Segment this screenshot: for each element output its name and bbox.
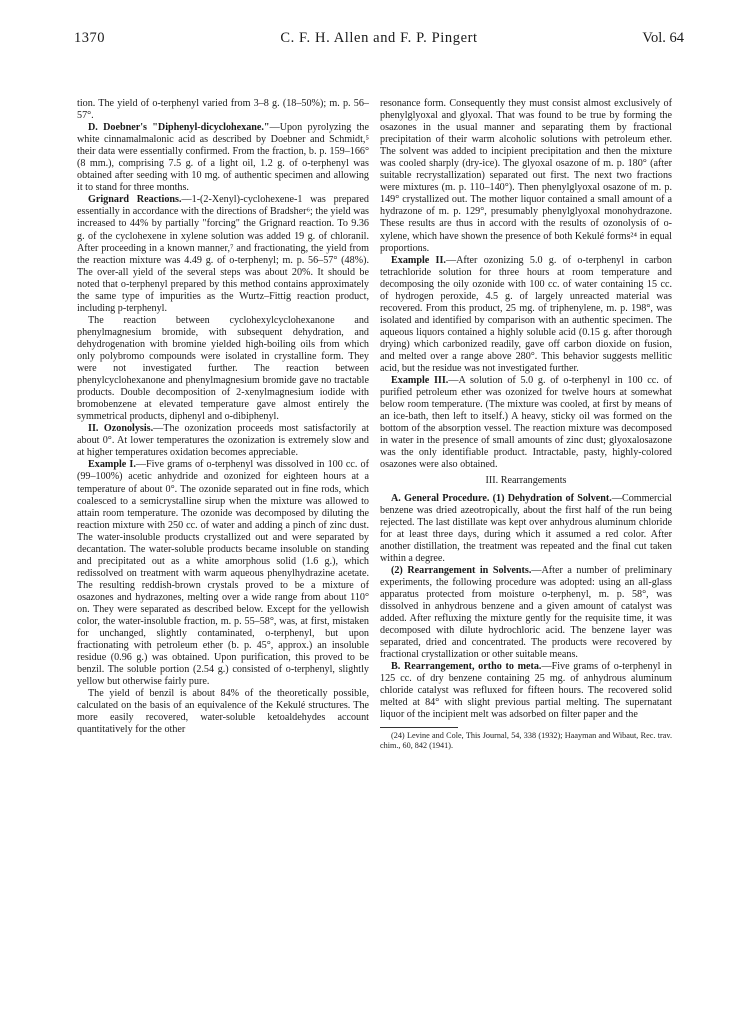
paragraph-text: —After ozonizing 5.0 g. of o-terphenyl in carbon tetrachloride solution for three hours at room temperature and decomposing the oily ozonide with 100 cc. of water containing 15 cc. of hydrogen peroxide, 4.5 g. of largely unreacted material was recovered. From this product, 25 mg. of triphenylene, m. p. 198°, was isolated and identified by comparison with an authentic specimen. The aqueous liquors contained a highly soluble acid (0.15 g. after thorough drying) which carbonized readily, gave off carbon dioxide on fusion, and melted over a range above 280°. This behavior suggests mellitic acid, but the residue was not investigated further. [380, 254, 672, 375]
paragraph [77, 315, 369, 423]
right-column-body [380, 98, 672, 721]
left-column [77, 98, 369, 736]
paragraph-text: —1-(2-Xenyl)-cyclohexene-1 was prepared essentially in accordance with the directions of Bradsher⁶; the yield was increased to 44% by partially "forcing" the Grignard reaction. To 9.36 g. of the cyclohexene in xylene solution was added 19 g. of chloranil. After proceeding in a known manner,⁷ and fractionating, the yield from the reaction mixture was 4.49 g. of o-terphenyl; m. p. 56–57° (48%). The over-all yield of the several steps was about 20%. It should be noted that o-terphenyl prepared by this method contains approximately the same type of impurities as the Wurtz–Fittig reaction product, including p-terphenyl. [77, 194, 369, 314]
run-in-heading: Grignard Reactions. [88, 194, 182, 206]
paragraph [380, 565, 672, 661]
paragraph-text: —Commercial benzene was dried azeotropically, about the first half of the run being rejected. The last distillate was kept over anhydrous aluminum chloride for at least three days, during which it assumed a red color. After another distillation, the treatment was repeated and the final cut taken within a degree. [380, 492, 672, 564]
paragraph [380, 375, 672, 471]
run-in-heading: II. Ozonolysis. [88, 423, 154, 435]
paragraph-text: —Five grams of o-terphenyl was dissolved in 100 cc. of (99–100%) acetic anhydride and ozonized for eighteen hours at a temperature of about 0°. The ozonide separated out in fine rods, which coalesced to a semicrystalline sirup when the mixture was allowed to attain room temperature. The ozonide was decomposed by diluting the reaction mixture with 250 cc. of water and adding a pinch of zinc dust. The water-insoluble products crystallized out and were separated by decantation. The water-soluble products became insoluble on standing and precipitated out as a white amorphous solid (1.6 g.), which redissolved on treatment with warm aqueous phenylhydrazine acetate. The resulting reddish-brown crystals proved to be a mixture of osazones and hydrazones, melting over a wide range from about 110° on. They were separated as described below. Except for the yellowish color, the water-insoluble fraction, m. p. 55–58°, was, at first, mistaken for unchanged, slightly contaminated, o-terphenyl, but upon fractionating with petroleum ether (b. p. 45°, approx.) an insoluble residue (0.96 g.) was obtained. Upon purification, this proved to be benzil. The soluble portion (2.54 g.) consisted of o-terphenyl, slightly yellow but otherwise fairly pure. [77, 459, 369, 688]
paragraph [77, 194, 369, 314]
paragraph-text: resonance form. Consequently they must consist almost exclusively of phenylglyoxal and glyoxal. That was found to be true by forming the osazones in the usual manner and separating them by fractional precipitation of their warm alcoholic solutions with petroleum ether. The solvent was added to incipient precipitation and then the mixture was cooled sharply (dry-ice). The glyoxal osazone of m. p. 180° (after suitable recrystallization) separated out first. The next two fractions were mixtures (m. p. 110–140°). Then phenylglyoxal osazone of m. p. 149° crystallized out. The mother liquor contained a small amount of a hydrazone of m. p. 129°, presumably phenylglyoxal monohydrazone. These results are thus in accord with the results of ozonolysis of o-xylene, which have shown the presence of both Kekulé forms²⁴ in equal proportions. [380, 98, 672, 254]
right-column [380, 98, 672, 751]
page-number: 1370 [74, 30, 105, 46]
paragraph [77, 688, 369, 736]
paragraph-text: tion. The yield of o-terphenyl varied from 3–8 g. (18–50%); m. p. 56–57°. [77, 98, 369, 122]
paragraph-text: The yield of benzil is about 84% of the theoretically possible, calculated on the basis of an equivalence of the Kekulé structures. The more easily recovered, water-soluble ketoaldehydes account quantitatively for the other [77, 688, 369, 736]
running-title: C. F. H. Allen and F. P. Pingert [280, 30, 478, 46]
paragraph-text: —A solution of 5.0 g. of o-terphenyl in 100 cc. of purified petroleum ether was ozonized for twelve hours at somewhat below room temperature. (The mixture was cooled, at first by means of an ice-bath, then left to itself.) A heavy, sticky oil was formed on the bottom of the absorption vessel. The reaction mixture was decomposed in water in the presence of small amounts of zinc dust; glyoxalosazone was the only identifiable product. Intractable, pasty, highly-colored osazones were also obtained. [380, 375, 672, 471]
footnote: (24) Levine and Cole, This Journal, 54, 338 (1932); Haayman and Wibaut, Rec. trav. chim., 60, 842 (1941). [380, 731, 672, 751]
section-heading: III. Rearrangements [485, 475, 567, 487]
paragraph [77, 98, 369, 122]
run-in-heading: Example II. [391, 254, 446, 266]
run-in-heading: A. General Procedure. (1) Dehydration of Solvent. [391, 492, 612, 504]
paragraph-text: —Five grams of o-terphenyl in 125 cc. of dry benzene containing 25 mg. of anhydrous aluminum chloride catalyst was refluxed for fifteen hours. The recovered solid melted at 84° with slight previous partial melting. The supernatant liquor of the incipient melt was adsorbed on filter paper and the [380, 661, 672, 721]
paragraph-text: —Upon pyrolyzing the white cinnamalmalonic acid as described by Doebner and Schmidt,⁵ their data were essentially confirmed. From the fraction, b. p. 159–166° (8 mm.), comprising 7.5 g. of a light oil, 1.2 g. of o-terphenyl was obtained after seeding with 10 mg. of authentic specimen and allowing it to stand for three months. [77, 122, 369, 194]
run-in-heading: (2) Rearrangement in Solvents. [391, 564, 532, 576]
paragraph-text: —The ozonization proceeds most satisfactorily at about 0°. At lower temperatures the ozonization is extremely slow and at higher temperatures oxidation becomes appreciable. [77, 423, 369, 459]
paragraph-text: The reaction between cyclohexylcyclohexanone and phenylmagnesium bromide, with subsequent dehydration, and dehydrogenation with bromine yielded high-boiling oils from which only polybromo compounds were isolated in crystalline form. They were not investigated further. The reaction between phenylcyclohexanone and phenylmagnesium bromide gave no tractable products. Double decomposition of 2-xenylmagnesium iodide with bromobenzene at elevated temperature gave almost entirely the symmetrical products, diphenyl and o-dibiphenyl. [77, 314, 369, 423]
volume-label: Vol. 64 [642, 30, 684, 46]
page-header [74, 30, 684, 54]
paragraph [380, 493, 672, 565]
run-in-heading: Example III. [391, 375, 449, 387]
run-in-heading: D. Doebner's "Diphenyl-dicyclohexane." [88, 122, 270, 134]
paragraph [77, 122, 369, 194]
paragraph [77, 423, 369, 459]
paragraph [380, 661, 672, 721]
run-in-heading: B. Rearrangement, ortho to meta. [391, 661, 542, 673]
paragraph [77, 459, 369, 688]
paragraph-text: —After a number of preliminary experiments, the following procedure was adopted: using an all-glass apparatus protected from moisture o-terphenyl, m. p. 58°, was dissolved in anhydrous benzene and a given amount of catalyst was added. After refluxing the mixture gently for the requisite time, it was decomposed with dilute hydrochloric acid. The benzene layer was separated, dried and concentrated. The products were recovered by fractional crystallization or other suitable means. [380, 564, 673, 661]
run-in-heading: Example I. [88, 459, 136, 471]
footnote-rule [380, 727, 458, 728]
paragraph [380, 255, 672, 375]
paragraph [380, 98, 672, 255]
